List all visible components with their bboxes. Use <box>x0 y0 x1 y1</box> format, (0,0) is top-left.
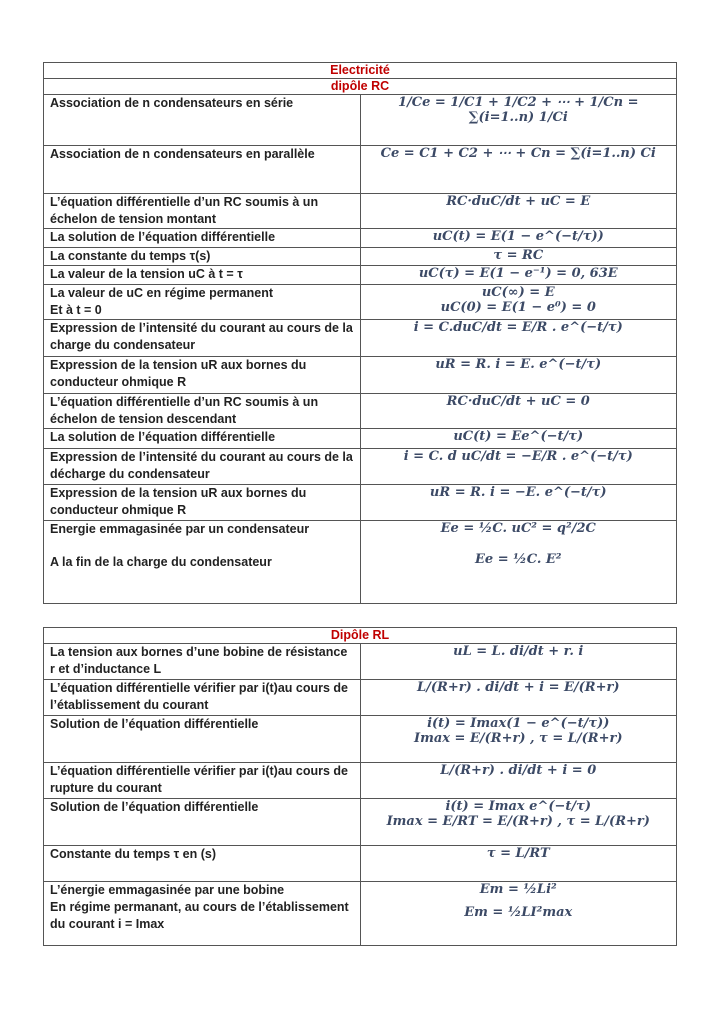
table-row <box>44 357 677 394</box>
table-row <box>44 394 677 429</box>
table-row <box>44 680 677 716</box>
row-formula: Ee = ½C. uC² = q²/2C Ee = ½C. E² <box>360 521 677 604</box>
row-formula: i(t) = Imax(1 − e^(−t/τ)) Imax = E/(R+r) , τ = L/(R+r) <box>360 716 677 763</box>
table-row <box>44 266 677 285</box>
row-formula: L/(R+r) . di/dt + i = 0 <box>360 763 677 799</box>
row-label: Expression de la tension uR aux bornes du conducteur ohmique R <box>44 357 361 394</box>
row-formula: Ce = C1 + C2 + ⋯ + Cn = ∑(i=1..n) Ci <box>360 146 677 194</box>
row-formula: τ = L/RT <box>360 846 677 882</box>
row-label: Constante du temps τ en (s) <box>44 846 361 882</box>
row-label: La valeur de uC en régime permanent Et à t = 0 <box>44 285 361 320</box>
row-label: Energie emmagasinée par un condensateur A la fin de la charge du condensateur <box>44 521 361 604</box>
section-title: Electricité <box>44 63 677 79</box>
row-formula: 1/Ce = 1/C1 + 1/C2 + ⋯ + 1/Cn = ∑(i=1..n) 1/Ci <box>360 95 677 146</box>
row-label: Expression de l’intensité du courant au cours de la charge du condensateur <box>44 320 361 357</box>
row-formula: i = C.duC/dt = E/R . e^(−t/τ) <box>360 320 677 357</box>
table-row <box>44 882 677 946</box>
table-row <box>44 95 677 146</box>
table-row <box>44 194 677 229</box>
row-formula: uC(∞) = E uC(0) = E(1 − e⁰) = 0 <box>360 285 677 320</box>
table-row <box>44 521 677 604</box>
row-formula: uR = R. i = −E. e^(−t/τ) <box>360 485 677 521</box>
row-label: La constante du temps τ(s) <box>44 248 361 266</box>
row-label: La valeur de la tension uC à t = τ <box>44 266 361 285</box>
rl-table <box>43 627 677 946</box>
table-row <box>44 485 677 521</box>
table-row <box>44 248 677 266</box>
row-label: L’énergie emmagasinée par une bobine En régime permanant, au cours de l’établissement du courant i = Imax <box>44 882 361 946</box>
table-row <box>44 644 677 680</box>
table-row <box>44 229 677 248</box>
table-row <box>44 146 677 194</box>
row-label: La solution de l’équation différentielle <box>44 229 361 248</box>
table-row <box>44 449 677 485</box>
row-formula: uL = L. di/dt + r. i <box>360 644 677 680</box>
table-row <box>44 285 677 320</box>
row-label: Association de n condensateurs en parallèle <box>44 146 361 194</box>
row-formula: i(t) = Imax e^(−t/τ) Imax = E/RT = E/(R+r) , τ = L/(R+r) <box>360 799 677 846</box>
table-row <box>44 716 677 763</box>
table-row <box>44 429 677 449</box>
row-formula: uC(t) = E(1 − e^(−t/τ)) <box>360 229 677 248</box>
row-label: L’équation différentielle d’un RC soumis à un échelon de tension descendant <box>44 394 361 429</box>
table-row <box>44 763 677 799</box>
row-label: Expression de l’intensité du courant au cours de la décharge du condensateur <box>44 449 361 485</box>
row-formula: RC·duC/dt + uC = 0 <box>360 394 677 429</box>
section-title: Dipôle RL <box>44 628 677 644</box>
row-formula: τ = RC <box>360 248 677 266</box>
rc-table <box>43 62 677 604</box>
row-label: L’équation différentielle d’un RC soumis à un échelon de tension montant <box>44 194 361 229</box>
row-formula: RC·duC/dt + uC = E <box>360 194 677 229</box>
row-label: Expression de la tension uR aux bornes du conducteur ohmique R <box>44 485 361 521</box>
row-label: Association de n condensateurs en série <box>44 95 361 146</box>
table-row <box>44 846 677 882</box>
row-formula: Em = ½Li² Em = ½LI²max <box>360 882 677 946</box>
section-subtitle: dipôle RC <box>44 79 677 95</box>
row-label: L’équation différentielle vérifier par i(t)au cours de l’établissement du courant <box>44 680 361 716</box>
table-row <box>44 320 677 357</box>
row-label: Solution de l’équation différentielle <box>44 716 361 763</box>
table-row <box>44 799 677 846</box>
row-formula: L/(R+r) . di/dt + i = E/(R+r) <box>360 680 677 716</box>
row-label: La solution de l’équation différentielle <box>44 429 361 449</box>
row-label: L’équation différentielle vérifier par i(t)au cours de rupture du courant <box>44 763 361 799</box>
row-formula: uR = R. i = E. e^(−t/τ) <box>360 357 677 394</box>
row-label: La tension aux bornes d’une bobine de résistance r et d’inductance L <box>44 644 361 680</box>
row-formula: i = C. d uC/dt = −E/R . e^(−t/τ) <box>360 449 677 485</box>
row-formula: uC(t) = Ee^(−t/τ) <box>360 429 677 449</box>
row-label: Solution de l’équation différentielle <box>44 799 361 846</box>
row-formula: uC(τ) = E(1 − e⁻¹) = 0, 63E <box>360 266 677 285</box>
